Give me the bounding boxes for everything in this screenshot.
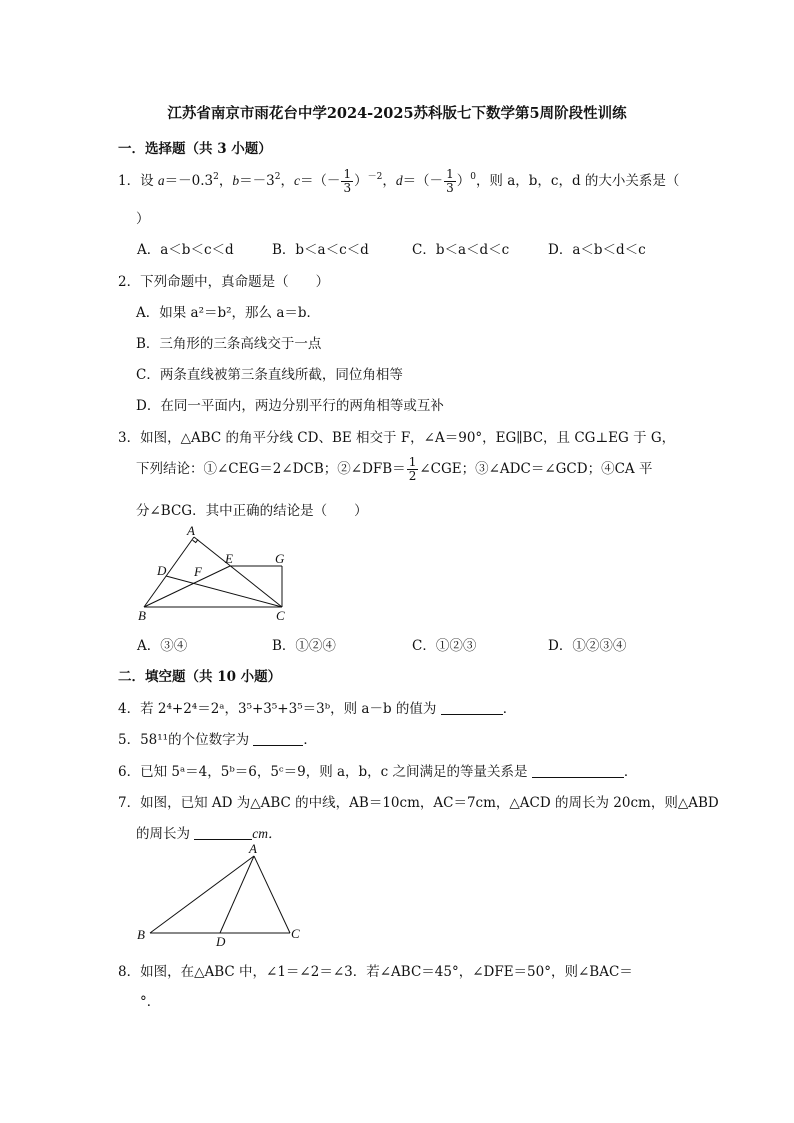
question-6: 6．已知 5ᵃ＝4，5ᵇ＝6，5ᶜ＝9，则 a，b，c 之间满足的等量关系是 ． xyxy=(118,764,638,780)
label-c: C xyxy=(291,926,300,941)
label-f: F xyxy=(194,564,202,579)
question-5: 5．58¹¹的个位数字为 ． xyxy=(118,732,317,748)
median-ad xyxy=(220,856,254,933)
question-1-stem: 1．设 $a=-0.3^2$，$b=-3^2$，c＝（－ $\frac{1}{3}$ ）$^{-2}$，d＝（－ $\frac{1}{3}$ ）$^0$，则 a，b，c，d 的大小关系是（ xyxy=(118,167,680,195)
page-title: 江苏省南京市雨花台中学2024-2025苏科版七下数学第5周阶段性训练 xyxy=(167,105,627,122)
q2-option-c[interactable]: C．两条直线被第三条直线所截，同位角相等 xyxy=(136,367,403,383)
bisector-cd xyxy=(166,576,282,607)
side-ab xyxy=(150,856,254,933)
q3-option-c[interactable]: C．①②③ xyxy=(412,638,477,654)
label-e: E xyxy=(225,551,233,566)
answer-blank[interactable] xyxy=(441,701,503,715)
q1-option-a[interactable]: A．a＜b＜c＜d xyxy=(137,242,234,258)
side-ac xyxy=(194,537,282,607)
answer-blank[interactable] xyxy=(532,764,624,778)
label-b: B xyxy=(138,608,146,623)
q1-option-d[interactable]: D．a＜b＜d＜c xyxy=(548,242,646,258)
question-7-figure xyxy=(130,840,310,950)
answer-blank[interactable] xyxy=(194,826,252,840)
fraction-one-third: $\frac{1}{3}$ xyxy=(343,167,352,195)
question-8-line1: 8．如图，在△ABC 中，∠1＝∠2＝∠3．若∠ABC＝45°，∠DFE＝50°，则∠BAC＝ xyxy=(118,964,633,980)
q3-option-d[interactable]: D．①②③④ xyxy=(548,638,627,654)
answer-blank[interactable] xyxy=(253,732,303,746)
right-angle-mark xyxy=(193,539,198,542)
q1-option-c[interactable]: C．b＜a＜d＜c xyxy=(412,242,510,258)
q2-option-b[interactable]: B．三角形的三条高线交于一点 xyxy=(136,336,322,352)
question-8-line2: °． xyxy=(140,994,161,1010)
label-a: A xyxy=(187,524,195,538)
label-b: B xyxy=(137,927,145,942)
label-d: D xyxy=(157,563,167,578)
side-ab xyxy=(144,537,194,607)
question-1-paren: ） xyxy=(136,211,150,227)
question-7-line1: 7．如图，已知 AD 为△ABC 的中线，AB＝10cm，AC＝7cm，△ACD 的周长为 20cm，则△ABD xyxy=(118,795,719,811)
label-d: D xyxy=(216,934,226,949)
label-c: C xyxy=(276,608,285,623)
question-2-stem: 2．下列命题中，真命题是（ ） xyxy=(118,274,330,290)
question-7-line2: 的周长为 cm． xyxy=(136,826,282,842)
fraction-one-third: $\frac{1}{3}$ xyxy=(446,167,454,195)
label-g: G xyxy=(275,551,285,566)
section-choice-heading: 一．选择题（共 3 小题） xyxy=(118,141,272,157)
question-3-line2: 下列结论：①∠CEG＝2∠DCB；②∠DFB＝ $\frac{1}{2}$ ∠CGE；③∠ADC＝∠GCD；④CA 平 xyxy=(136,455,653,483)
fraction-one-half: $\frac{1}{2}$ xyxy=(408,455,417,483)
q2-option-d[interactable]: D．在同一平面内，两边分别平行的两角相等或互补 xyxy=(136,398,444,414)
label-a: A xyxy=(249,841,257,856)
section-fill-heading: 二．填空题（共 10 小题） xyxy=(118,669,282,685)
question-3-line1: 3．如图，△ABC 的角平分线 CD、BE 相交于 F，∠A＝90°，EG∥BC，且 CG⊥EG 于 G， xyxy=(118,430,676,446)
question-4: 4．若 2⁴+2⁴＝2ᵃ，3⁵+3⁵+3⁵＝3ᵇ，则 a－b 的值为 ． xyxy=(118,701,517,717)
question-3-figure xyxy=(130,524,300,624)
q2-option-a[interactable]: A．如果 a²＝b²，那么 a＝b． xyxy=(136,305,321,321)
q3-option-b[interactable]: B．①②④ xyxy=(272,638,336,654)
question-3-line3: 分∠BCG．其中正确的结论是（ ） xyxy=(136,503,368,519)
side-ac xyxy=(254,856,290,933)
q3-option-a[interactable]: A．③④ xyxy=(137,638,188,654)
q1-option-b[interactable]: B．b＜a＜c＜d xyxy=(272,242,369,258)
